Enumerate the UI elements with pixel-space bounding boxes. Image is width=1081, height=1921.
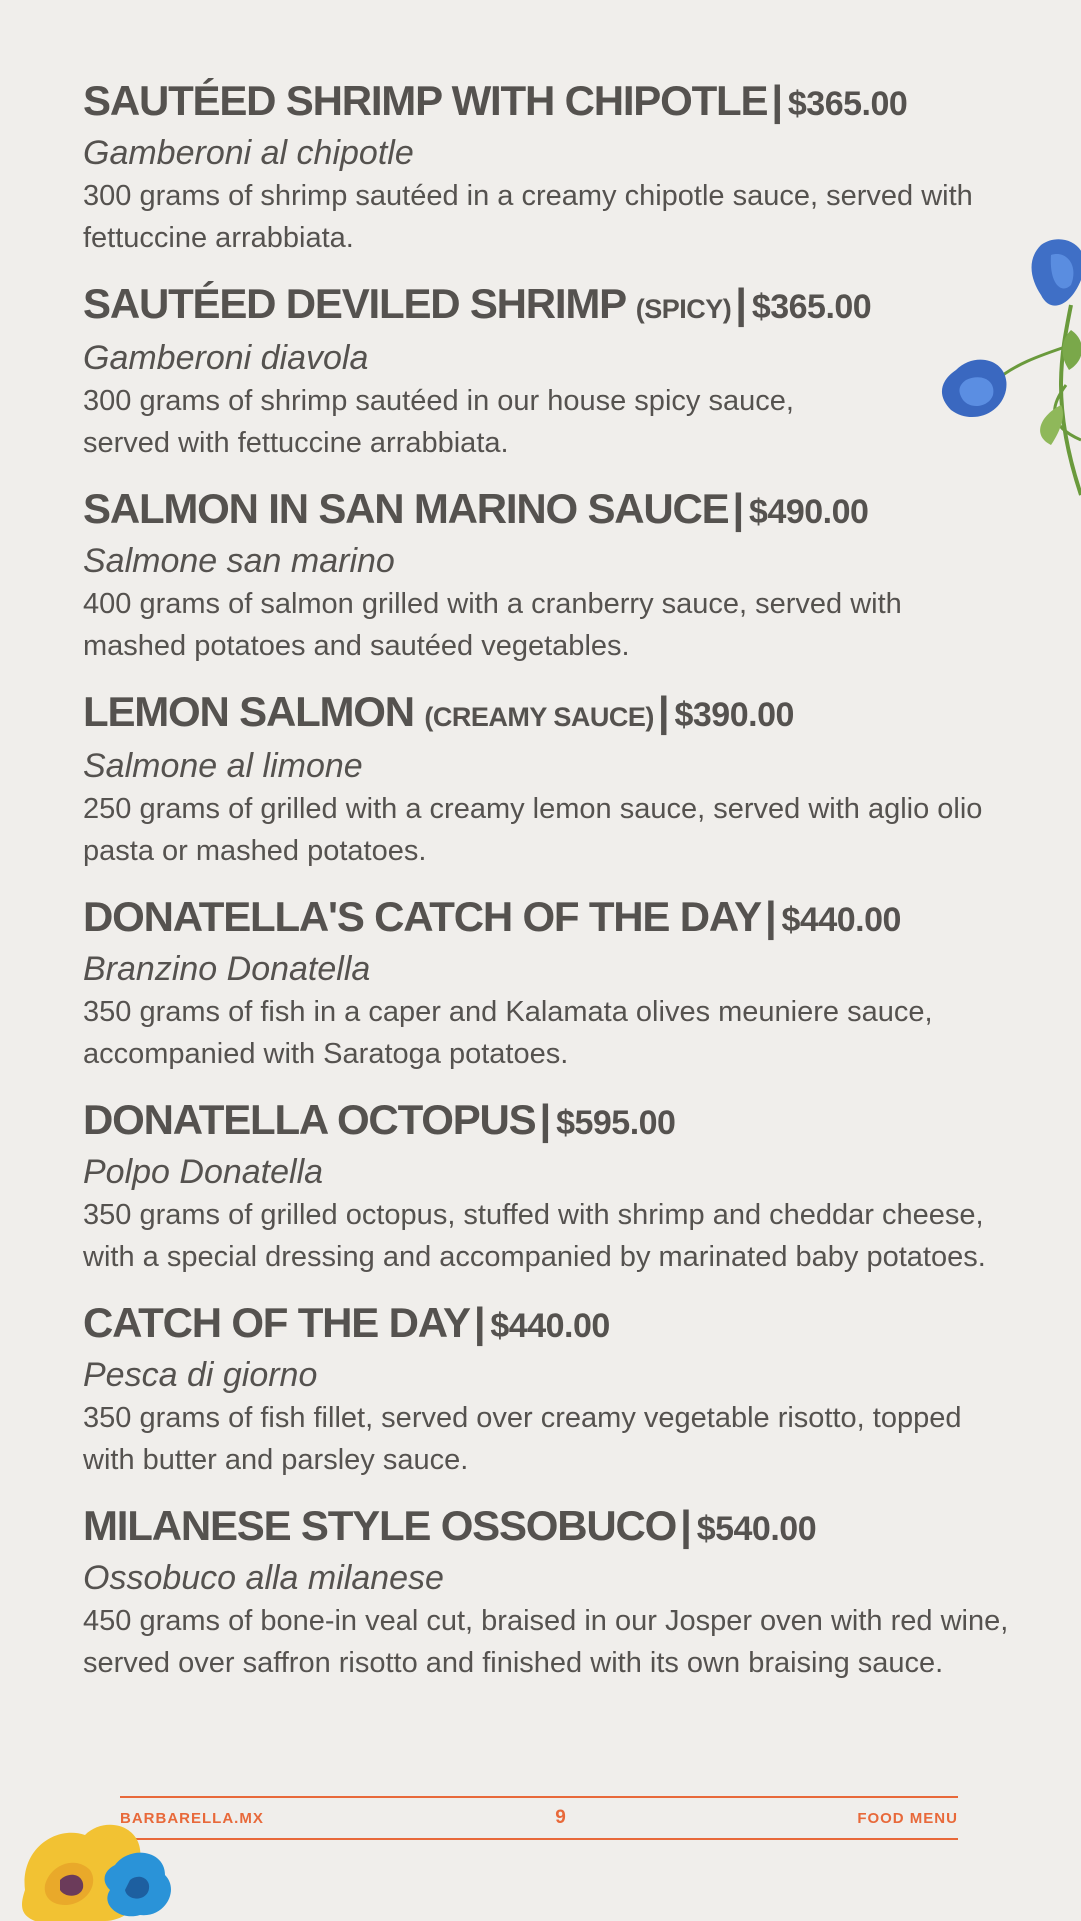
separator: | [539, 1096, 551, 1143]
item-title [83, 685, 1013, 744]
item-description: 300 grams of shrimp sautéed in our house spicy sauce, served with fettuccine arrabbiata. [83, 385, 794, 459]
item-title [83, 890, 1013, 947]
separator: | [473, 1299, 485, 1346]
menu-item [83, 74, 1013, 259]
menu-item [83, 685, 1013, 872]
item-price: $595.00 [556, 1104, 676, 1142]
page-number: 9 [555, 1807, 566, 1828]
page-footer [120, 1796, 958, 1840]
item-name: LEMON SALMON [83, 688, 414, 735]
separator: | [764, 893, 776, 940]
separator: | [657, 688, 669, 735]
item-price: $440.00 [781, 901, 901, 939]
menu-item [83, 1499, 1013, 1684]
item-description: 350 grams of fish fillet, served over creamy vegetable risotto, topped with butter and parsley sauce. [83, 1402, 962, 1476]
item-title [83, 1296, 1013, 1353]
item-name: MILANESE STYLE OSSOBUCO [83, 1502, 677, 1549]
menu-item [83, 482, 1013, 667]
item-note: (CREAMY SAUCE) [424, 702, 654, 732]
item-italian-name: Salmone san marino [83, 542, 395, 580]
item-name: SAUTÉED SHRIMP WITH CHIPOTLE [83, 77, 768, 124]
item-italian-name: Gamberoni al chipotle [83, 134, 414, 172]
item-price: $540.00 [696, 1510, 817, 1548]
footer-section: FOOD MENU [857, 1809, 958, 1827]
item-italian-name: Branzino Donatella [83, 950, 371, 988]
item-italian-name: Pesca di giorno [83, 1356, 318, 1394]
menu-list [83, 74, 1013, 1702]
item-italian-name: Gamberoni diavola [83, 339, 369, 377]
item-price: $490.00 [749, 493, 869, 531]
item-title [83, 277, 1013, 336]
menu-item [83, 890, 1013, 1075]
item-name: CATCH OF THE DAY [83, 1299, 470, 1346]
item-description: 250 grams of grilled with a creamy lemon sauce, served with aglio olio pasta or mashed potatoes. [83, 793, 983, 867]
item-title [83, 1093, 1013, 1150]
item-price: $440.00 [490, 1307, 610, 1345]
item-description: 450 grams of bone-in veal cut, braised in our Josper oven with red wine, served over saffron risotto and finished with its own braising sauce. [83, 1605, 1009, 1679]
item-description: 300 grams of shrimp sautéed in a creamy chipotle sauce, served with fettuccine arrabbiata. [83, 180, 973, 254]
item-title [83, 482, 1013, 539]
item-title [83, 74, 1013, 131]
menu-item [83, 1296, 1013, 1481]
yellow-blue-flower-illustration [15, 1810, 200, 1921]
item-name: DONATELLA'S CATCH OF THE DAY [83, 893, 761, 940]
separator: | [735, 280, 746, 327]
item-name: DONATELLA OCTOPUS [83, 1096, 536, 1143]
item-price: $365.00 [787, 85, 908, 123]
item-price: $365.00 [751, 288, 872, 326]
item-italian-name: Ossobuco alla milanese [83, 1559, 444, 1597]
item-note: (SPICY) [635, 294, 732, 324]
item-description: 400 grams of salmon grilled with a cranberry sauce, served with mashed potatoes and sautéed vegetables. [83, 588, 902, 662]
item-italian-name: Salmone al limone [83, 747, 363, 785]
item-description: 350 grams of grilled octopus, stuffed with shrimp and cheddar cheese, with a special dressing and accompanied by marinated baby potatoes. [83, 1199, 986, 1273]
item-name: SAUTÉED DEVILED SHRIMP [83, 280, 626, 327]
separator: | [680, 1502, 691, 1549]
footer-website: BARBARELLA.MX [120, 1809, 264, 1827]
separator: | [732, 485, 744, 532]
item-name: SALMON IN SAN MARINO SAUCE [83, 485, 729, 532]
separator: | [771, 77, 782, 124]
item-title [83, 1499, 1013, 1556]
item-italian-name: Polpo Donatella [83, 1153, 324, 1191]
menu-item [83, 277, 1013, 464]
menu-item [83, 1093, 1013, 1278]
item-description: 350 grams of fish in a caper and Kalamata olives meuniere sauce, accompanied with Saratoga potatoes. [83, 996, 933, 1070]
item-price: $390.00 [674, 696, 794, 734]
